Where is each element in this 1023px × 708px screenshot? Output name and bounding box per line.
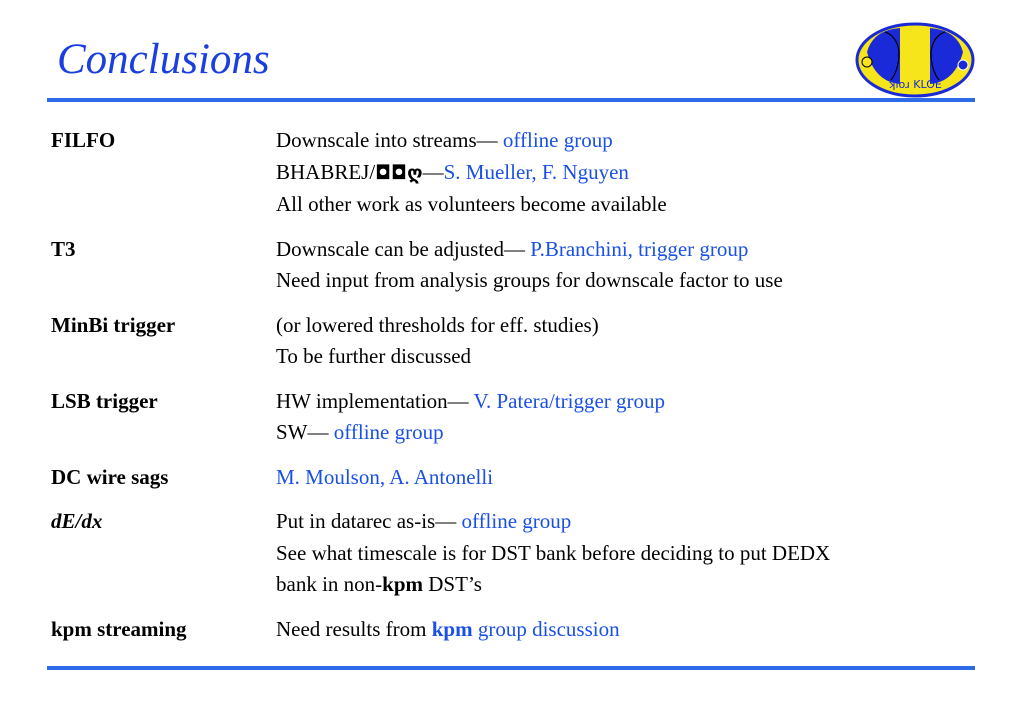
row-label: kpm streaming [51,616,187,641]
row-line: To be further discussed [276,344,472,368]
row-t3 [51,234,981,297]
row-dedx [51,506,981,601]
row-label: LSB trigger [51,388,158,413]
kloe-logo [855,22,975,98]
row-line: Need input from analysis groups for downscale factor to use [276,268,783,292]
row-line: M. Moulson, A. Antonelli [276,464,494,489]
logo-dot-left [862,57,872,67]
page-title: Conclusions [57,36,270,83]
top-rule [47,98,975,102]
row-line: Need results from kpm group discussion [276,616,620,641]
logo-text: ʞloɹ KLOE [888,78,942,91]
logo-dot-right [958,60,968,70]
row-line: Put in datarec as-is— offline group [276,509,572,533]
row-line: (or lowered thresholds for eff. studies) [276,312,599,337]
row-line: Downscale can be adjusted— P.Branchini, trigger group [276,236,749,261]
conclusions-list [51,125,981,658]
row-label: T3 [51,236,76,261]
row-minbi [51,310,981,373]
row-line: All other work as volunteers become available [276,192,667,216]
symbol-glyphs: ◘◘ღ [375,161,423,184]
row-line: bank in non-kpm DST’s [276,572,482,596]
row-line: See what timescale is for DST bank before deciding to put DEDX [276,540,831,565]
row-line: HW implementation— V. Patera/trigger group [276,388,666,413]
row-filfo [51,125,981,221]
row-label: DC wire sags [51,464,169,489]
row-dc [51,462,981,494]
row-lsb [51,386,981,449]
row-line: SW— offline group [276,420,444,444]
row-line: BHABREJ/◘◘ღ—S. Mueller, F. Nguyen [276,159,629,184]
row-label: FILFO [51,128,116,152]
row-label: MinBi trigger [51,312,176,337]
bottom-rule [47,666,975,670]
row-kpm [51,614,981,646]
row-label: dE/dx [51,509,103,533]
row-line: Downscale into streams— offline group [276,128,613,152]
